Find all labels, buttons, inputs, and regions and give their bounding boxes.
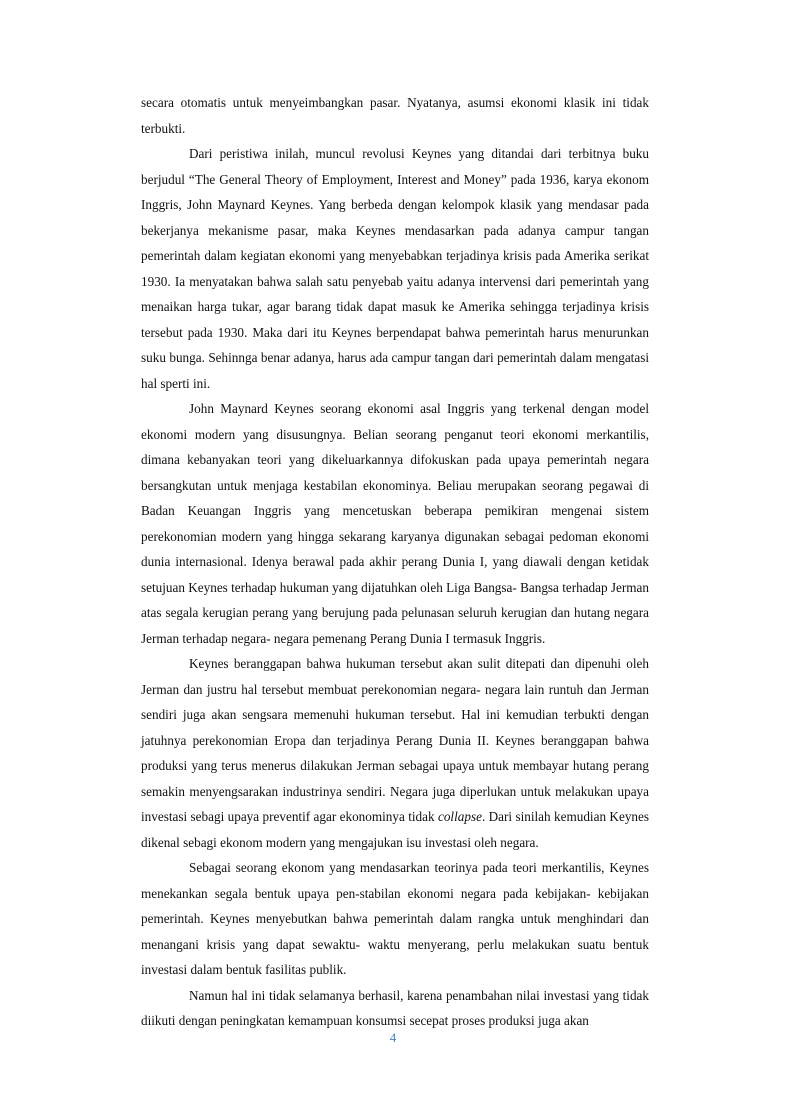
paragraph-text: Namun hal ini tidak selamanya berhasil, karena penambahan nilai investasi yang tidak diikuti dengan peningkatan kemampuan konsumsi secepat proses produksi juga akan bbox=[141, 987, 649, 1028]
italic-text: collapse bbox=[437, 809, 482, 824]
body-text bbox=[141, 90, 649, 1034]
paragraph-text: . Dari sinilah kemudian Keynes dikenal sebagi ekonom modern yang mengajukan isu investasi oleh negara. bbox=[141, 809, 649, 850]
paragraph-text: John Maynard Keynes seorang ekonomi asal Inggris yang terkenal dengan model ekonomi modern yang disusungnya. Belian seorang penganut teori ekonomi merkantilis, dimana kebanyakan teori yang dikeluarkannya difokuskan pada upaya pemerintah negara bersangkutan untuk menjaga kestabilan ekonominya. Beliau merupakan seorang pegawai di Badan Keuangan Inggris yang mencetuskan beberapa pemikiran mengenai sistem perekonomian modern yang hingga sekarang karyanya digunakan sebagai pedoman ekonomi dunia internasional. Idenya berawal pada akhir perang Dunia I, yang diawali dengan ketidak setujuan Keynes terhadap hukuman yang dijatuhkan oleh Liga Bangsa- Bangsa terhadap Jerman atas segala kerugian perang yang berujung pada pelunasan seluruh kerugian dan hutang negara Jerman terhadap negara- negara pemenang Perang Dunia I termasuk Inggris. bbox=[141, 401, 649, 646]
paragraph-text: Keynes beranggapan bahwa hukuman tersebut akan sulit ditepati dan dipenuhi oleh Jerman dan justru hal tersebut membuat perekonomian negara- negara lain runtuh dan Jerman sendiri juga akan sengsara memenuhi hukuman tersebut. Hal ini kemudian terbukti dengan jatuhnya perekonomian Eropa dan terjadinya Perang Dunia II. Keynes beranggapan bahwa produksi yang terus menerus dilakukan Jerman sebagai upaya untuk membayar hutang perang semakin menyengsarakan industrinya sendiri. Negara juga diperlukan untuk melakukan upaya investasi sebagi upaya preventif agar ekonominya tidak bbox=[141, 656, 649, 824]
paragraph-text: Dari peristiwa inilah, muncul revolusi Keynes yang ditandai dari terbitnya buku berjudul “The General Theory of Employment, Interest and Money” pada 1936, karya ekonom Inggris, John Maynard Keynes. Yang berbeda dengan kelompok klasik yang mendasar pada bekerjanya mekanisme pasar, maka Keynes mendasarkan pada adanya campur tangan pemerintah dalam kegiatan ekonomi yang menyebabkan terjadinya krisis pada Amerika serikat 1930. Ia menyatakan bahwa salah satu penyebab yaitu adanya intervensi dari pemerintah yang menaikan harga tukar, agar barang tidak dapat masuk ke Amerika sehingga terjadinya krisis tersebut pada 1930. Maka dari itu Keynes berpendapat bahwa pemerintah harus menurunkan suku bunga. Sehinnga benar adanya, harus ada campur tangan dari pemerintah dalam mengatasi hal sperti ini. bbox=[141, 146, 649, 391]
paragraph bbox=[141, 855, 649, 983]
paragraph bbox=[141, 983, 649, 1034]
paragraph bbox=[141, 141, 649, 396]
page-number: 4 bbox=[389, 1030, 397, 1045]
paragraph-text: secara otomatis untuk menyeimbangkan pasar. Nyatanya, asumsi ekonomi klasik ini tidak terbukti. bbox=[141, 95, 649, 136]
paragraph-text: Sebagai seorang ekonom yang mendasarkan teorinya pada teori merkantilis, Keynes menekankan segala bentuk upaya pen-stabilan ekonomi negara pada kebijakan- kebijakan pemerintah. Keynes menyebutkan bahwa pemerintah dalam rangka untuk menghindari dan menangani krisis yang dapat sewaktu- waktu menyerang, perlu melakukan suatu bentuk investasi dalam bentuk fasilitas publik. bbox=[141, 860, 649, 977]
paragraph bbox=[141, 90, 649, 141]
paragraph bbox=[141, 651, 649, 855]
paragraph bbox=[141, 396, 649, 651]
